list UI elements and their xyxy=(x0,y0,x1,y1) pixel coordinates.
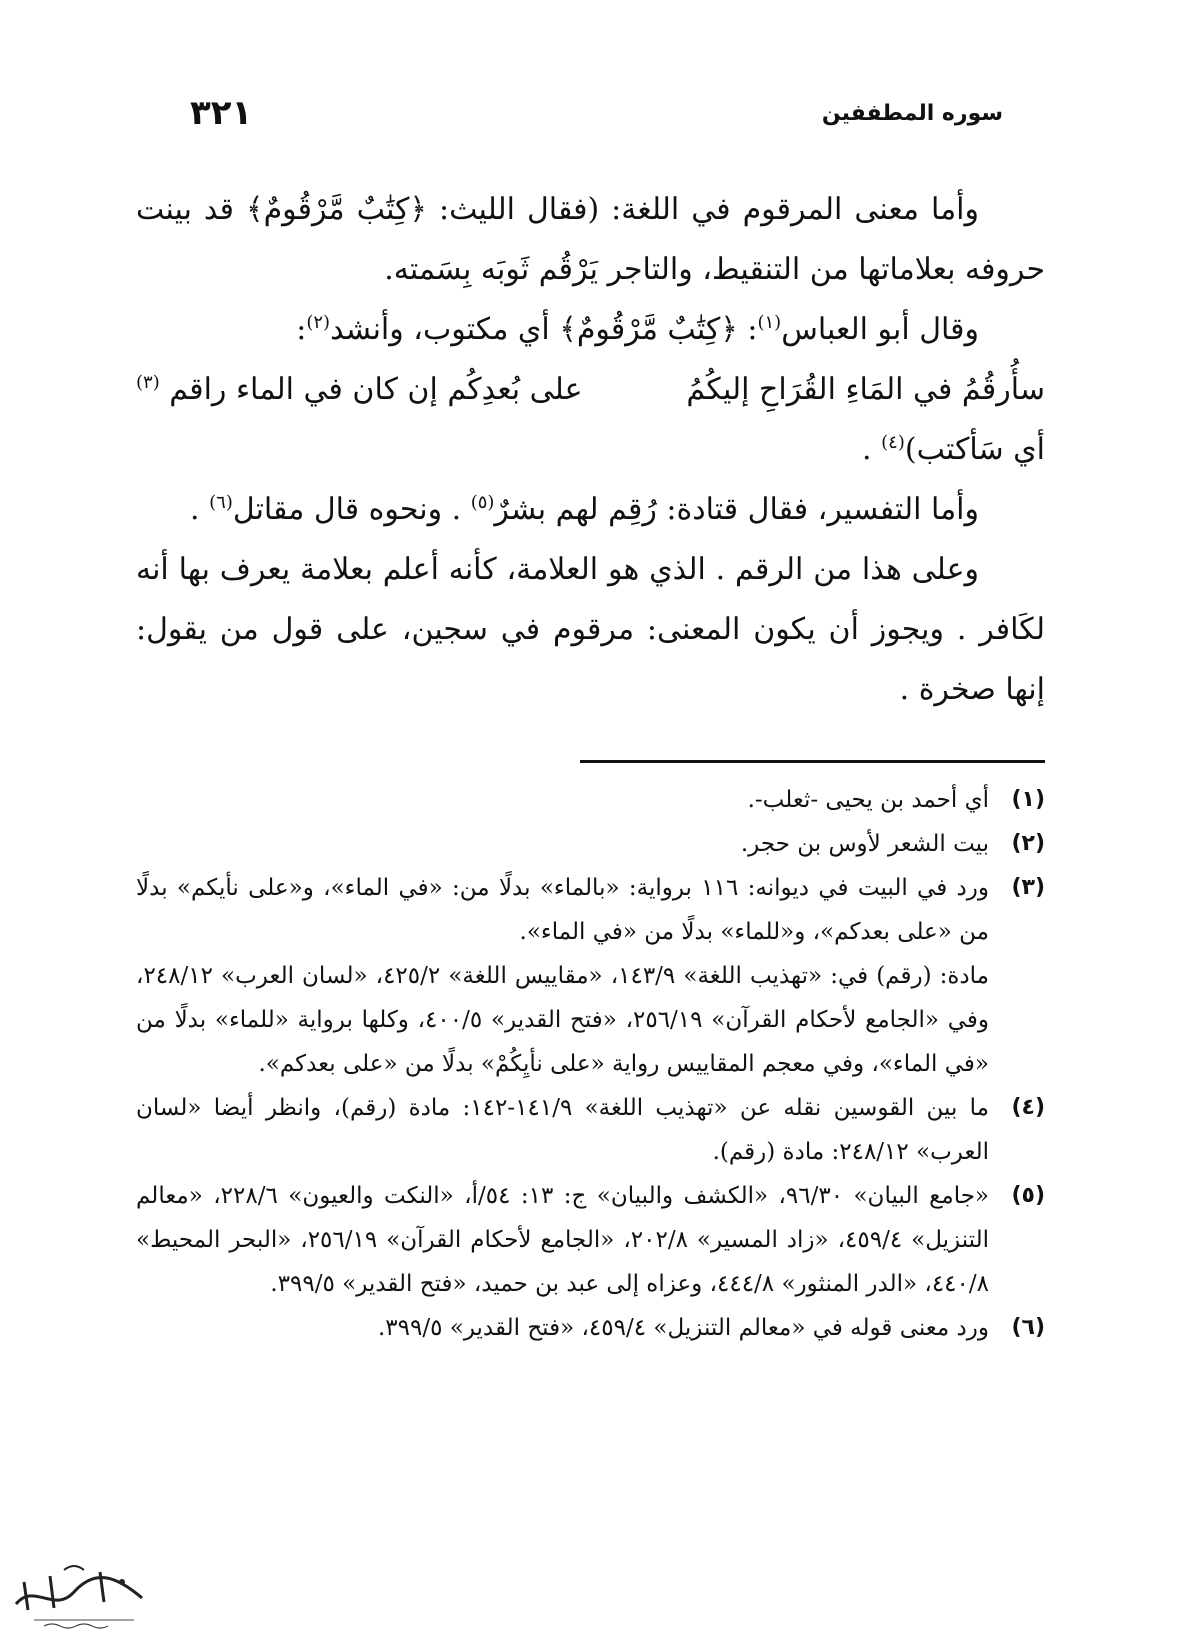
paragraph-conclusion: وعلى هذا من الرقم . الذي هو العلامة، كأنه أعلم بعلامة يعرف بها أنه لكَافر . ويجوز أن يكون المعنى: مرقوم في سجين، على قول من يقول: إنها صخرة . xyxy=(136,552,1045,707)
footnote-number: (٥) xyxy=(1011,1183,1045,1208)
footnotes xyxy=(136,778,1045,1350)
footnote-text: بيت الشعر لأوس بن حجر. xyxy=(740,831,989,857)
footnote-5 xyxy=(136,1174,1045,1306)
main-text xyxy=(136,180,1045,720)
text-span: أي مكتوب، وأنشد xyxy=(330,312,560,347)
surah-title: سوره المطففين xyxy=(821,100,1003,126)
footnote-number: (١) xyxy=(1011,787,1045,812)
paragraph-abu-abbas xyxy=(136,300,1045,360)
footnote-3 xyxy=(136,866,1045,1086)
text-span: . ونحوه قال مقاتل xyxy=(232,492,471,527)
poetry-verse xyxy=(136,360,1045,420)
footnote-2 xyxy=(136,822,1045,866)
verse-first-hemistich: سأُرقُمُ في المَاءِ القُرَاحِ إليكُمُ xyxy=(686,372,1045,407)
paragraph-lexical-meaning xyxy=(136,180,1045,300)
footnote-text: «جامع البيان» ٩٦/٣٠، «الكشف والبيان» ج: ١٣: ٥٤/أ، «النكت والعيون» ٢٢٨/٦، «معالم التنزيل» ٤٥٩/٤، «زاد المسير» ٢٠٢/٨، «الجامع لأحكام القرآن» ٢٥٦/١٩، «البحر المحيط» ٤٤٠/٨، «الدر المنثور» ٤٤٤/٨، وعزاه إلى عبد بن حميد، «فتح القدير» ٣٩٩/٥. xyxy=(136,1183,990,1297)
footnote-text: مادة: (رقم) في: «تهذيب اللغة» ١٤٣/٩، «مقاييس اللغة» ٤٢٥/٢، «لسان العرب» ٢٤٨/١٢، وفي «الجامع لأحكام القرآن» ٢٥٦/١٩، «فتح القدير» ٤٠٠/٥، وكلها برواية «للماء» بدلًا من «في الماء»، وفي معجم المقاييس رواية «على نأيِكُمْ» بدلًا من «على بعدكم». xyxy=(136,963,990,1077)
page-number: ٣٢١ xyxy=(190,93,253,133)
footnote-ref: (٢) xyxy=(306,312,331,333)
quran-quote: ﴿كِتَٰبٌ مَّرْقُومٌ﴾ xyxy=(559,312,738,347)
footnote-ref: (١) xyxy=(757,312,782,333)
footnote-number: (٦) xyxy=(1011,1315,1045,1340)
text-span: وقال أبو العباس xyxy=(781,312,979,347)
text-span: : xyxy=(296,312,307,347)
text-span: على بُعدِكُم إن كان في الماء راقم xyxy=(169,372,583,407)
footnote-6 xyxy=(136,1306,1045,1350)
text-span: : xyxy=(737,312,758,347)
footnote-number: (٤) xyxy=(1011,1095,1045,1120)
footnote-ref: (٥) xyxy=(470,492,495,513)
footnote-text: أي أحمد بن يحيى -ثعلب-. xyxy=(747,787,989,813)
text-span: . xyxy=(862,432,882,467)
library-stamp-logo xyxy=(4,1552,154,1632)
paragraph-tafsir xyxy=(136,480,1045,540)
footnote-4 xyxy=(136,1086,1045,1174)
footnote-1 xyxy=(136,778,1045,822)
quran-quote: ﴿كِتَٰبٌ مَّرْقُومٌ﴾ xyxy=(246,192,427,227)
footnote-text: ورد في البيت في ديوانه: ١١٦ برواية: «بالماء» بدلًا من: «في الماء»، و«على نأيكم» بدلًا من «على بعدكم»، و«للماء» بدلًا من «في الماء». xyxy=(136,875,989,945)
text-span: . xyxy=(190,492,210,527)
verse-second-hemistich xyxy=(136,360,583,420)
page-header xyxy=(190,88,1003,138)
footnote-divider xyxy=(580,760,1045,763)
footnote-number: (٣) xyxy=(1011,875,1045,900)
footnote-ref: (٣) xyxy=(136,372,160,393)
footnote-ref: (٦) xyxy=(209,492,233,513)
footnote-text: ما بين القوسين نقله عن «تهذيب اللغة» ١٤١/٩-١٤٢: مادة (رقم)، وانظر أيضا «لسان العرب» ٢٤٨/١٢: مادة (رقم). xyxy=(136,1095,989,1165)
text-span: قد بينت حروفه بعلاماتها من التنقيط، والتاجر يَرْقُم ثَوبَه بِسَمته. xyxy=(136,192,1045,287)
footnote-ref: (٤) xyxy=(881,432,905,453)
footnote-text: ورد معنى قوله في «معالم التنزيل» ٤٥٩/٤، «فتح القدير» ٣٩٩/٥. xyxy=(377,1315,989,1341)
text-span: وأما التفسير، فقال قتادة: رُقِم لهم بشرٌ xyxy=(494,492,979,527)
footnote-number: (٢) xyxy=(1011,831,1045,856)
paragraph-meaning xyxy=(136,420,1045,480)
text-span: أي سَأكتب) xyxy=(904,432,1045,467)
text-span: وأما معنى المرقوم في اللغة: (فقال الليث: xyxy=(426,192,979,227)
